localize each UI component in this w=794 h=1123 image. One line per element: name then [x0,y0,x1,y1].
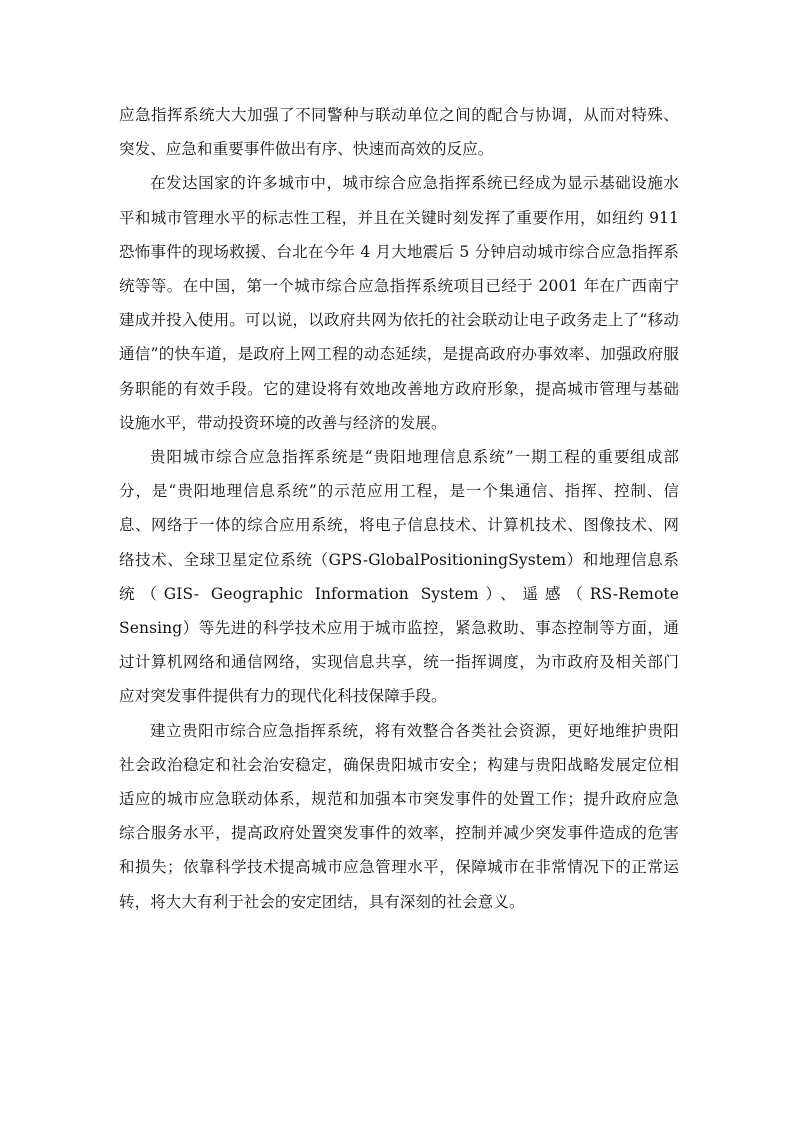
paragraph-continuation: 应急指挥系统大大加强了不同警种与联动单位之间的配合与协调，从而对特殊、突发、应急和重要事件做出有序、快速而高效的反应。 [119,106,679,159]
paragraph-guiyang-system: 贵阳城市综合应急指挥系统是“贵阳地理信息系统”一期工程的重要组成部分，是“贵阳地理信息系统”的示范应用工程，是一个集通信、指挥、控制、信息、网络于一体的综合应用系统，将电子信息技术、计算机技术、图像技术、网络技术、全球卫星定位系统（GPS-GlobalPositioningSystem）和地理信息系统（GIS- Geographic Information System）、遥感（RS-Remote Sensing）等先进的科学技术应用于城市监控，紧急救助、事态控制等方面，通过计算机网络和通信网络，实现信息共享，统一指挥调度，为市政府及相关部门应对突发事件提供有力的现代化科技保障手段。 [119,448,679,706]
document-body [119,98,679,919]
paragraph-developed-countries: 在发达国家的许多城市中，城市综合应急指挥系统已经成为显示基础设施水平和城市管理水平的标志性工程，并且在关键时刻发挥了重要作用，如纽约 911 恐怖事件的现场救援、台北在今年 4 月大地震后 5 分钟启动城市综合应急指挥系统等等。在中国，第一个城市综合应急指挥系统项目已经于 2001 年在广西南宁建成并投入使用。可以说，以政府共网为依托的社会联动让电子政务走上了“移动通信”的快车道，是政府上网工程的动态延续，是提高政府办事效率、加强政府服务职能的有效手段。它的建设将有效地改善地方政府形象，提高城市管理与基础设施水平，带动投资环境的改善与经济的发展。 [119,174,679,432]
paragraph-significance: 建立贵阳市综合应急指挥系统，将有效整合各类社会资源，更好地维护贵阳社会政治稳定和社会治安稳定，确保贵阳城市安全；构建与贵阳战略发展定位相适应的城市应急联动体系，规范和加强本市突发事件的处置工作；提升政府应急综合服务水平，提高政府处置突发事件的效率，控制并减少突发事件造成的危害和损失；依靠科学技术提高城市应急管理水平，保障城市在非常情况下的正常运转，将大大有利于社会的安定团结，具有深刻的社会意义。 [119,721,679,911]
